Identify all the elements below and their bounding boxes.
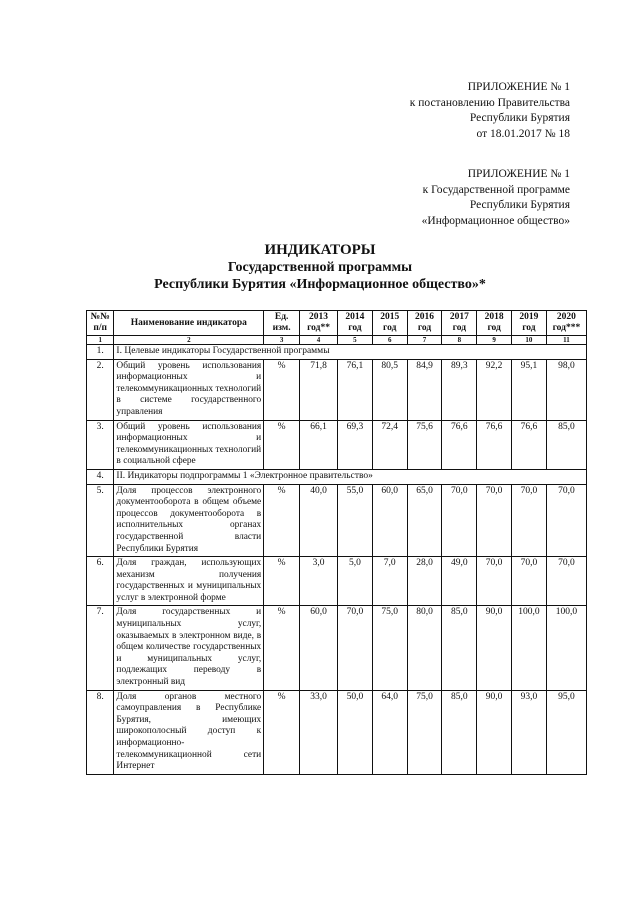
row-number: 2. (87, 359, 114, 420)
year-value: 76,6 (442, 420, 477, 469)
year-value: 93,0 (512, 690, 547, 774)
column-header: 2013 год** (300, 311, 338, 336)
column-header: 2017 год (442, 311, 477, 336)
year-value: 76,6 (477, 420, 512, 469)
year-value: 100,0 (546, 606, 586, 690)
year-value: 100,0 (512, 606, 547, 690)
table-row (87, 557, 587, 606)
indicator-name: Общий уровень использования информационных и телекоммуникационных технологий в системе государственного управления (114, 359, 264, 420)
year-value: 71,8 (300, 359, 338, 420)
column-header: 2019 год (512, 311, 547, 336)
column-number: 11 (546, 336, 586, 345)
row-number: 8. (87, 690, 114, 774)
year-value: 70,0 (477, 557, 512, 606)
year-value: 70,0 (442, 484, 477, 557)
column-number: 1 (87, 336, 114, 345)
year-value: 75,6 (407, 420, 442, 469)
column-number: 7 (407, 336, 442, 345)
year-value: 90,0 (477, 690, 512, 774)
year-value: 40,0 (300, 484, 338, 557)
attachment-line: к постановлению Правительства (409, 96, 570, 109)
column-number: 10 (512, 336, 547, 345)
year-value: 33,0 (300, 690, 338, 774)
year-value: 60,0 (372, 484, 407, 557)
year-value: 85,0 (442, 606, 477, 690)
indicator-name: Доля процессов электронного документооборота в общем объеме процессов документооборота в исполнительных органах государственной власти Республики Бурятия (114, 484, 264, 557)
attachment-line: ПРИЛОЖЕНИЕ № 1 (467, 81, 570, 93)
column-header: Ед. изм. (264, 311, 300, 336)
row-number: 4. (87, 469, 114, 484)
year-value: 70,0 (546, 484, 586, 557)
attachment-header-resolution (410, 80, 570, 142)
year-value: 66,1 (300, 420, 338, 469)
attachment-line: к Государственной программе (422, 183, 570, 196)
attachment-line: «Информационное общество» (421, 214, 570, 227)
year-value: 98,0 (546, 359, 586, 420)
attachment-header-program (422, 167, 570, 229)
indicators-table (86, 310, 587, 775)
year-value: 50,0 (338, 690, 373, 774)
column-number: 6 (372, 336, 407, 345)
title-line-3: Республики Бурятия «Информационное общество»* (154, 277, 486, 292)
column-header: 2016 год (407, 311, 442, 336)
column-header: 2020 год*** (546, 311, 586, 336)
column-number: 8 (442, 336, 477, 345)
column-number: 2 (114, 336, 264, 345)
year-value: 85,0 (546, 420, 586, 469)
column-header: Наименование индикатора (114, 311, 264, 336)
indicator-name: Общий уровень использования информационных и телекоммуникационных технологий в социальной сфере (114, 420, 264, 469)
year-value: 95,0 (546, 690, 586, 774)
table-row (87, 345, 587, 360)
year-value: 69,3 (338, 420, 373, 469)
year-value: 89,3 (442, 359, 477, 420)
attachment-line: Республики Бурятия (469, 112, 570, 124)
attachment-line: от 18.01.2017 № 18 (476, 127, 570, 140)
year-value: 80,0 (407, 606, 442, 690)
year-value: 84,9 (407, 359, 442, 420)
table-row (87, 359, 587, 420)
year-value: 70,0 (546, 557, 586, 606)
row-number: 3. (87, 420, 114, 469)
title-line-2: Государственной программы (227, 260, 413, 275)
column-header: 2015 год (372, 311, 407, 336)
column-header: 2018 год (477, 311, 512, 336)
year-value: 76,6 (512, 420, 547, 469)
year-value: 90,0 (477, 606, 512, 690)
column-number-row (87, 336, 587, 345)
attachment-line: ПРИЛОЖЕНИЕ № 1 (467, 168, 570, 180)
row-number: 6. (87, 557, 114, 606)
table-row (87, 469, 587, 484)
year-value: 70,0 (338, 606, 373, 690)
column-number: 4 (300, 336, 338, 345)
table-row (87, 690, 587, 774)
section-heading: II. Индикаторы подпрограммы 1 «Электронное правительство» (114, 469, 587, 484)
indicator-name: Доля граждан, использующих механизм получения государственных и муниципальных услуг в электронной форме (114, 557, 264, 606)
unit: % (264, 690, 300, 774)
section-heading: I. Целевые индикаторы Государственной программы (114, 345, 587, 360)
unit: % (264, 420, 300, 469)
column-number: 9 (477, 336, 512, 345)
year-value: 60,0 (300, 606, 338, 690)
year-value: 70,0 (512, 484, 547, 557)
indicator-name: Доля органов местного самоуправления в Республике Бурятия, имеющих широкополосный доступ к информационно-телекоммуникационной сети Интернет (114, 690, 264, 774)
unit: % (264, 557, 300, 606)
table-row (87, 484, 587, 557)
year-value: 55,0 (338, 484, 373, 557)
year-value: 92,2 (477, 359, 512, 420)
attachment-line: Республики Бурятия (469, 199, 570, 211)
year-value: 7,0 (372, 557, 407, 606)
year-value: 70,0 (477, 484, 512, 557)
row-number: 1. (87, 345, 114, 360)
table-body (87, 345, 587, 775)
unit: % (264, 484, 300, 557)
year-value: 95,1 (512, 359, 547, 420)
year-value: 64,0 (372, 690, 407, 774)
header-row (87, 311, 587, 336)
table-header (87, 311, 587, 345)
year-value: 3,0 (300, 557, 338, 606)
column-header: 2014 год (338, 311, 373, 336)
year-value: 70,0 (512, 557, 547, 606)
column-number: 3 (264, 336, 300, 345)
year-value: 80,5 (372, 359, 407, 420)
row-number: 5. (87, 484, 114, 557)
column-header: №№ п/п (87, 311, 114, 336)
year-value: 28,0 (407, 557, 442, 606)
table-row (87, 420, 587, 469)
year-value: 65,0 (407, 484, 442, 557)
table-row (87, 606, 587, 690)
row-number: 7. (87, 606, 114, 690)
year-value: 76,1 (338, 359, 373, 420)
year-value: 85,0 (442, 690, 477, 774)
title-line-1: ИНДИКАТОРЫ (264, 242, 376, 258)
year-value: 5,0 (338, 557, 373, 606)
year-value: 75,0 (372, 606, 407, 690)
column-number: 5 (338, 336, 373, 345)
year-value: 49,0 (442, 557, 477, 606)
document-title (0, 242, 640, 293)
year-value: 75,0 (407, 690, 442, 774)
unit: % (264, 606, 300, 690)
year-value: 72,4 (372, 420, 407, 469)
indicator-name: Доля государственных и муниципальных услуг, оказываемых в электронном виде, в общем количестве государственных и муниципальных услуг, подлежащих переводу в электронный вид (114, 606, 264, 690)
unit: % (264, 359, 300, 420)
